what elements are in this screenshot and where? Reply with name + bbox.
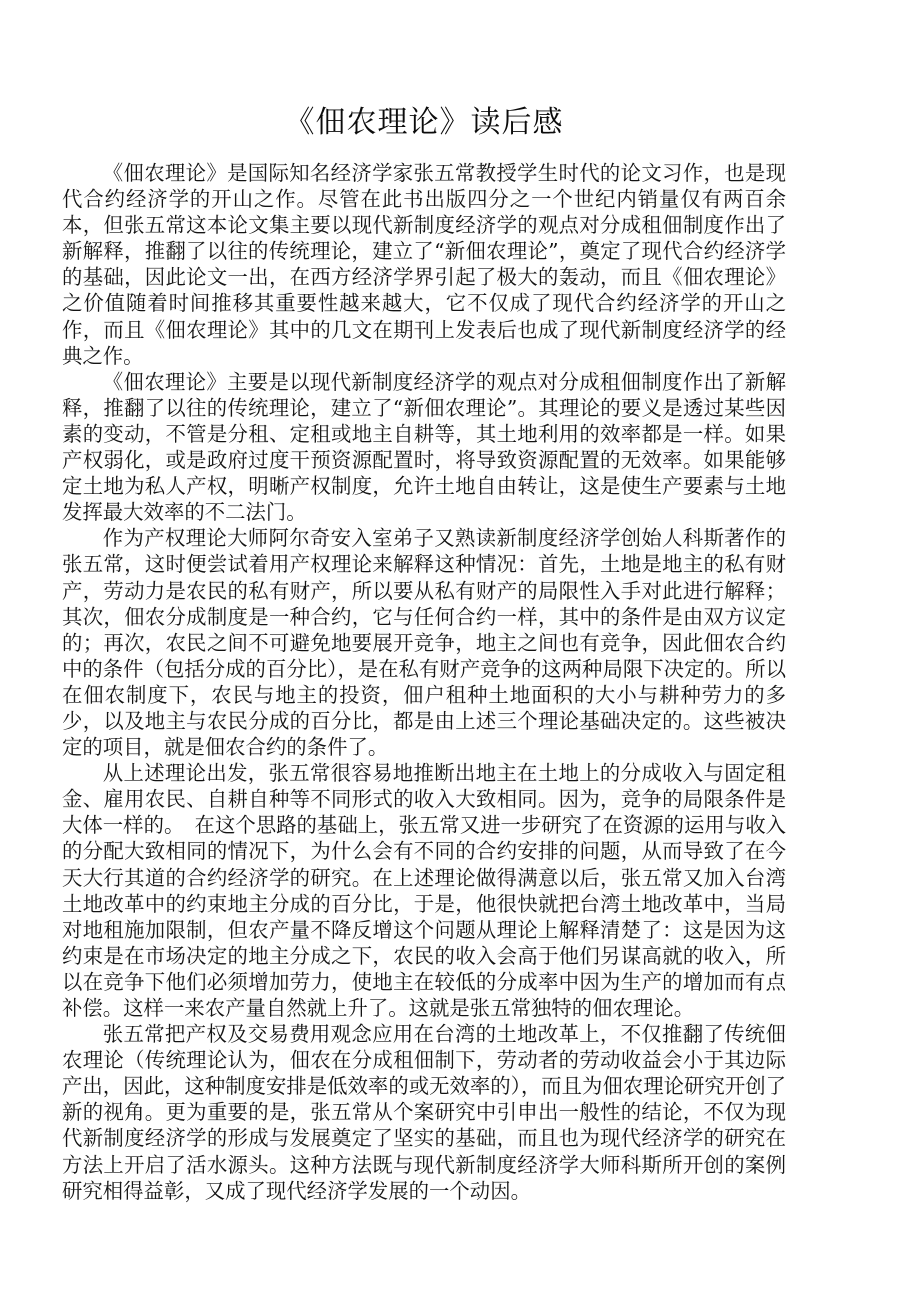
- paragraph-list: [62, 160, 786, 1204]
- document-body: [62, 0, 786, 1204]
- paragraph: 作为产权理论大师阿尔奇安入室弟子又熟读新制度经济学创始人科斯著作的张五常，这时便尝试着用产权理论来解释这种情况：首先，土地是地主的私有财产，劳动力是农民的私有财产，所以要从私有财产的局限性入手对此进行解释；其次，佃农分成制度是一种合约，它与任何合约一样，其中的条件是由双方议定的；再次，农民之间不可避免地要展开竞争，地主之间也有竞争，因此佃农合约中的条件（包括分成的百分比），是在私有财产竞争的这两种局限下决定的。所以在佃农制度下，农民与地主的投资，佃户租种土地面积的大小与耕种劳力的多少，以及地主与农民分成的百分比，都是由上述三个理论基础决定的。这些被决定的项目，就是佃农合约的条件了。: [62, 526, 786, 760]
- paragraph: 《佃农理论》是国际知名经济学家张五常教授学生时代的论文习作，也是现代合约经济学的开山之作。尽管在此书出版四分之一个世纪内销量仅有两百余本，但张五常这本论文集主要以现代新制度经济学的观点对分成租佃制度作出了新解释，推翻了以往的传统理论，建立了“新佃农理论”，奠定了现代合约经济学的基础，因此论文一出，在西方经济学界引起了极大的轰动，而且《佃农理论》之价值随着时间推移其重要性越来越大，它不仅成了现代合约经济学的开山之作，而且《佃农理论》其中的几文在期刊上发表后也成了现代新制度经济学的经典之作。: [62, 161, 786, 368]
- paragraph: 《佃农理论》主要是以现代新制度经济学的观点对分成租佃制度作出了新解释，推翻了以往的传统理论，建立了“新佃农理论”。其理论的要义是透过某些因素的变动，不管是分租、定租或地主自耕等，其土地利用的效率都是一样。如果产权弱化，或是政府过度干预资源配置时，将导致资源配置的无效率。如果能够定土地为私人产权，明晰产权制度，允许土地自由转让，这是使生产要素与土地发挥最大效率的不二法门。: [62, 369, 786, 525]
- paragraph: 张五常把产权及交易费用观念应用在台湾的土地改革上，不仅推翻了传统佃农理论（传统理论认为，佃农在分成租佃制下，劳动者的劳动收益会小于其边际产出，因此，这种制度安排是低效率的或无效率的），而且为佃农理论研究开创了新的视角。更为重要的是，张五常从个案研究中引申出一般性的结论，不仅为现代新制度经济学的形成与发展奠定了坚实的基础，而且也为现代经济学的研究在方法上开启了活水源头。这种方法既与现代新制度经济学大师科斯所开创的案例研究相得益彰，又成了现代经济学发展的一个动因。: [62, 1022, 786, 1203]
- paragraph: 从上述理论出发，张五常很容易地推断出地主在土地上的分成收入与固定租金、雇用农民、自耕自种等不同形式的收入大致相同。因为，竞争的局限条件是大体一样的。 在这个思路的基础上，张五常又进一步研究了在资源的运用与收入的分配大致相同的情况下，为什么会有不同的合约安排的问题，从而导致了在今天大行其道的合约经济学的研究。在上述理论做得满意以后，张五常又加入台湾土地改革中的约束地主分成的百分比，于是，他很快就把台湾土地改革中，当局对地租施加限制，但农产量不降反增这个问题从理论上解释清楚了：这是因为这约束是在市场决定的地主分成之下，农民的收入会高于他们另谋高就的收入，所以在竞争下他们必须增加劳力，使地主在较低的分成率中因为生产的增加而有点补偿。这样一来农产量自然就上升了。这就是张五常独特的佃农理论。: [62, 761, 786, 1020]
- page-title: 《佃农理论》读后感: [284, 105, 564, 140]
